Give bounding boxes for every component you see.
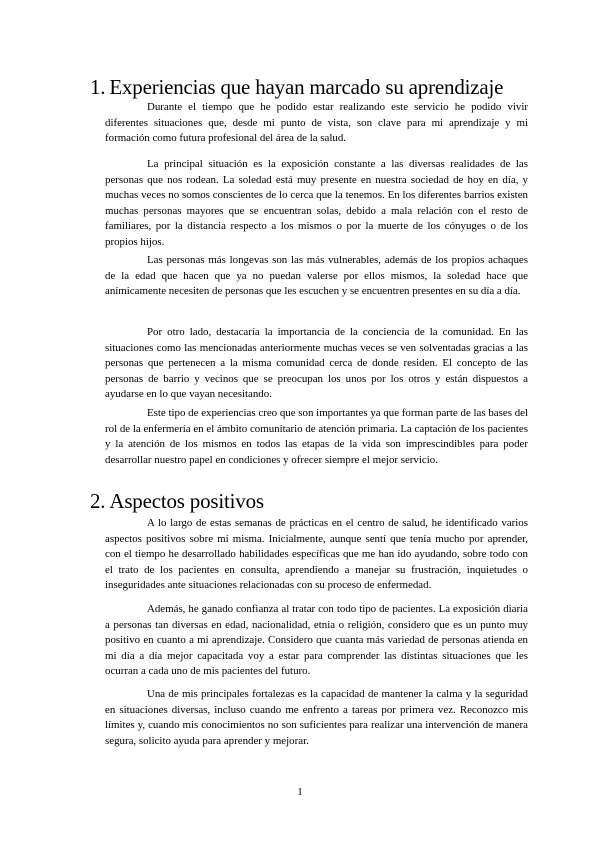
section-1-paragraph: Las personas más longevas son las más vulnerables, además de los propios achaques de la edad que hacen que ya no puedan valerse por ellos mismos, la soledad hace que anímicamente necesiten de personas que les escuchen y se encuentren presentes en su día a día. [105, 254, 528, 298]
section-2-number: 2. [90, 489, 106, 513]
section-2-title: Aspectos positivos [109, 489, 264, 513]
section-1-paragraph: La principal situación es la exposición constante a las diversas realidades de las personas que nos rodean. La soledad está muy presente en nuestra sociedad de hoy en día, y muchas veces no somos conscientes de lo cerca que la tenemos. En los diferentes barrios existen muchas personas mayores que se encuentran solas, debido a mala relación con el resto de familiares, por la distancia respecto a los mismos o por la muerte de los cónyuges o de los propios hijos. [105, 158, 528, 248]
page-number: 1 [297, 786, 303, 798]
section-1-paragraph: Durante el tiempo que he podido estar realizando este servicio he podido vivir diferentes situaciones que, desde mi punto de vista, son clave para mi aprendizaje y mi formación como futura profesional del área de la salud. [105, 101, 528, 145]
section-2-paragraph: A lo largo de estas semanas de prácticas en el centro de salud, he identificado varios aspectos positivos sobre mí misma. Inicialmente, aunque sentí que tenía mucho por aprender, con el tiempo he desarrollado habilidades específicas que me han ido ayudando, sobre todo con el trato de los pacientes en consulta, aprendiendo a manejar su frustración, inquietudes o inseguridades ante situaciones relacionadas con su proceso de enfermedad. [105, 517, 528, 592]
section-1-paragraph: Por otro lado, destacaría la importancia de la conciencia de la comunidad. En las situaciones como las mencionadas anteriormente muchas veces se ven solventadas gracias a las personas que pertenecen a la misma comunidad cerca de donde residen. El concepto de las personas de barrio y vecinos que se preocupan los unos por los otros y están dispuestos a ayudarse en lo que vayan necesitando. [105, 326, 528, 401]
section-2-paragraph: Además, he ganado confianza al tratar con todo tipo de pacientes. La exposición diaria a personas tan diversas en edad, nacionalidad, etnia o religión, considero que es un punto muy positivo en cuanto a mi aprendizaje. Considero que cuanta más variedad de personas atienda en mi día a día mejor capacitada voy a estar para comprender las distintas situaciones que les ocurran a cada uno de mis pacientes del futuro. [105, 603, 528, 678]
section-2-heading [90, 488, 264, 514]
section-1-title: Experiencias que hayan marcado su aprendizaje [109, 75, 504, 99]
section-1-heading [90, 74, 503, 100]
section-1-paragraph: Este tipo de experiencias creo que son importantes ya que forman parte de las bases del rol de la enfermería en el ámbito comunitario de atención primaria. La captación de los pacientes y la atención de los mismos en todos las etapas de la vida son imprescindibles para poder desarrollar nuestro papel en condiciones y ofrecer siempre el mejor servicio. [105, 407, 528, 466]
section-2-paragraph: Una de mis principales fortalezas es la capacidad de mantener la calma y la seguridad en situaciones diversas, incluso cuando me enfrento a tareas por primera vez. Reconozco mis límites y, cuando mis conocimientos no son suficientes para realizar una intervención de manera segura, solicito ayuda para aprender y mejorar. [105, 688, 528, 747]
section-1-number: 1. [90, 75, 106, 99]
